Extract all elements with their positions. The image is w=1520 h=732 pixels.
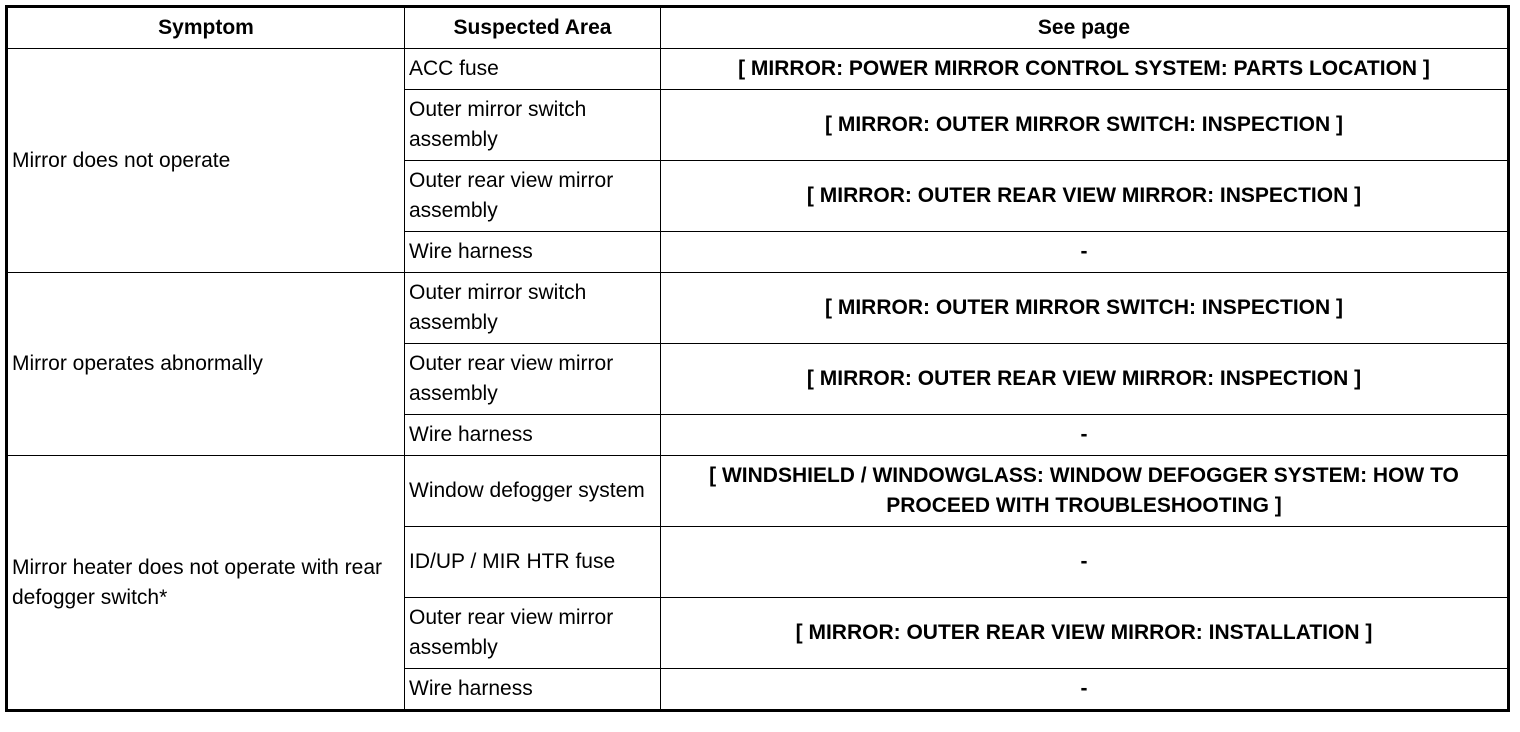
suspected-area-cell: Outer rear view mirror assembly <box>405 161 661 232</box>
header-suspected-area: Suspected Area <box>405 7 661 49</box>
suspected-area-cell: Outer mirror switch assembly <box>405 273 661 344</box>
table-row <box>7 273 1509 344</box>
suspected-area-cell: Outer rear view mirror assembly <box>405 344 661 415</box>
troubleshooting-table <box>5 5 1510 712</box>
table-row <box>7 456 1509 527</box>
see-page-link[interactable]: [ MIRROR: OUTER MIRROR SWITCH: INSPECTION ] <box>661 90 1509 161</box>
see-page-link[interactable]: [ MIRROR: OUTER MIRROR SWITCH: INSPECTION ] <box>661 273 1509 344</box>
see-page-link[interactable]: [ WINDSHIELD / WINDOWGLASS: WINDOW DEFOGGER SYSTEM: HOW TO PROCEED WITH TROUBLESHOOTING ] <box>661 456 1509 527</box>
symptom-cell: Mirror heater does not operate with rear defogger switch* <box>7 456 405 711</box>
see-page-cell: - <box>661 415 1509 456</box>
see-page-link[interactable]: [ MIRROR: OUTER REAR VIEW MIRROR: INSPECTION ] <box>661 161 1509 232</box>
see-page-cell: - <box>661 669 1509 711</box>
suspected-area-cell: Wire harness <box>405 415 661 456</box>
suspected-area-cell: ACC fuse <box>405 49 661 90</box>
header-see-page: See page <box>661 7 1509 49</box>
table-header-row <box>7 7 1509 49</box>
header-symptom: Symptom <box>7 7 405 49</box>
suspected-area-cell: Wire harness <box>405 232 661 273</box>
see-page-link[interactable]: [ MIRROR: OUTER REAR VIEW MIRROR: INSPECTION ] <box>661 344 1509 415</box>
symptom-cell: Mirror does not operate <box>7 49 405 273</box>
see-page-cell: - <box>661 527 1509 598</box>
suspected-area-cell: Outer mirror switch assembly <box>405 90 661 161</box>
suspected-area-cell: Window defogger system <box>405 456 661 527</box>
see-page-link[interactable]: [ MIRROR: OUTER REAR VIEW MIRROR: INSTALLATION ] <box>661 598 1509 669</box>
see-page-cell: - <box>661 232 1509 273</box>
see-page-link[interactable]: [ MIRROR: POWER MIRROR CONTROL SYSTEM: PARTS LOCATION ] <box>661 49 1509 90</box>
suspected-area-cell: ID/UP / MIR HTR fuse <box>405 527 661 598</box>
table-row <box>7 49 1509 90</box>
symptom-cell: Mirror operates abnormally <box>7 273 405 456</box>
suspected-area-cell: Wire harness <box>405 669 661 711</box>
suspected-area-cell: Outer rear view mirror assembly <box>405 598 661 669</box>
